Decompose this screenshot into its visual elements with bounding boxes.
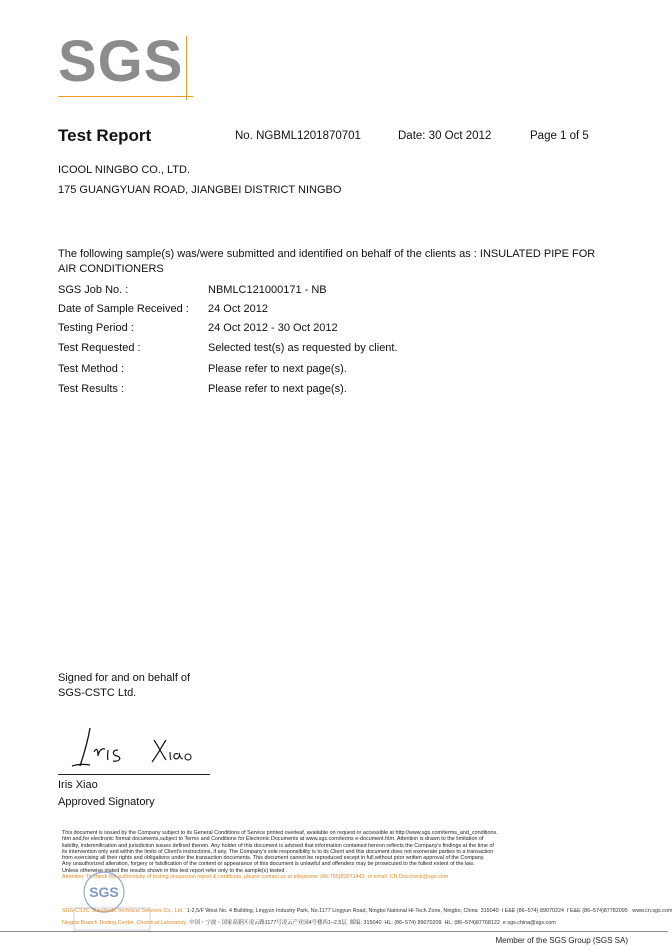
field-label-testing-period: Testing Period : — [58, 322, 134, 334]
signature-line — [58, 774, 210, 775]
branch-name: Ningbo Branch Testing Center, Chemical Laboratory — [62, 920, 187, 926]
svg-text:SGS: SGS — [89, 884, 119, 900]
branch-fax: HL: (86–574)87768122 — [444, 920, 500, 926]
fax: f E&E (86–574)87782095 — [566, 908, 628, 914]
telephone: t E&E (86–574) 89070224 — [501, 908, 564, 914]
page-number: Page 1 of 5 — [530, 130, 589, 142]
intro-line-2: AIR CONDITIONERS — [58, 263, 164, 275]
signed-on-behalf-line-2: SGS-CSTC Ltd. — [58, 687, 137, 699]
footer-row-1 — [62, 908, 672, 914]
disclaimer-line: This document is issued by the Company subject to its General Conditions of Service printed overleaf, available on request or accessible at http://www.sgs.com/terms_and_conditions. — [62, 830, 498, 836]
field-value-test-results: Please refer to next page(s). — [208, 383, 347, 395]
authenticity-notice: Attention: To check the authenticity of testing /inspection report & certificate, please contact us at telephone: (86-755)83071443, or email: CN.Doccheck@sgs.com — [62, 874, 449, 881]
company-address: 1-2,5/F West No. 4 Building, Lingyun Industry Park, No.1177 Lingyun Road, Ningbo National Hi-Tech Zone, Ningbo, China — [186, 908, 478, 914]
intro-line-1: The following sample(s) was/were submitted and identified on behalf of the clients as : INSULATED PIPE FOR — [58, 248, 596, 260]
branch-telephone: HL: (86–574) 89070209 — [384, 920, 442, 926]
signed-on-behalf-line-1: Signed for and on behalf of — [58, 672, 191, 684]
logo-text: SGS — [58, 29, 184, 94]
postal-code: 315040 — [480, 908, 499, 914]
footer-divider — [0, 931, 668, 932]
member-statement: Member of the SGS Group (SGS SA) — [495, 936, 628, 945]
disclaimer-line: from exercising all their rights and obligations under the transaction documents. This document cannot be reproduced except in full,without prior written approval of the Company. — [62, 855, 485, 862]
branch-address: 中国・宁波・国家高新区凌云路1177号凌云产业园4号楼西1–2,5层 — [189, 920, 347, 926]
logo-accent-line-vertical — [186, 36, 187, 100]
report-title: Test Report — [58, 126, 152, 145]
field-label-sample-received: Date of Sample Received : — [58, 303, 189, 315]
disclaimer-line: Unless otherwise stated the results shown in this test report refer only to the sample(s) tested . — [62, 867, 288, 874]
branch-postal-code: 邮编: 315040 — [349, 920, 382, 926]
field-value-sample-received: 24 Oct 2012 — [208, 303, 268, 315]
field-value-test-method: Please refer to next page(s). — [208, 363, 347, 375]
branch-email: e sgs.china@sgs.com — [502, 920, 556, 926]
handwritten-signature — [62, 722, 222, 772]
disclaimer-line: liability, indemnification and jurisdiction issues defined therein. Any holder of this document is advised that information contained hereon reflects the Company's findings at the time of — [62, 842, 494, 849]
field-value-testing-period: 24 Oct 2012 - 30 Oct 2012 — [208, 322, 338, 334]
company-name: SGS-CSTC Standards Technical Services Co., Ltd. — [62, 908, 184, 914]
report-number: No. NGBML1201870701 — [235, 130, 361, 142]
disclaimer-line: htm and,for electronic format documents,subject to Terms and Conditions for Electronic Documents at www.sgs.com/terms e-document.htm. Attention is drawn to the limitation of — [62, 836, 484, 843]
field-label-test-results: Test Results : — [58, 383, 125, 395]
sgs-logo — [58, 30, 200, 100]
signatory-name: Iris Xiao — [58, 779, 98, 791]
field-value-job-no: NBMLC121000171 - NB — [208, 284, 327, 296]
field-label-test-method: Test Method : — [58, 363, 125, 375]
field-value-test-requested: Selected test(s) as requested by client. — [208, 342, 398, 354]
website: www.cn.sgs.com — [632, 908, 672, 914]
report-date: Date: 30 Oct 2012 — [398, 130, 492, 142]
field-label-test-requested: Test Requested : — [58, 342, 141, 354]
disclaimer-line: its intervention only and within the limits of Client's instructions, if any. The Company's sole responsibility is to its Client and this document does not exonerate parties to a transaction — [62, 848, 494, 855]
disclaimer-line: Any unauthorized alteration, forgery or falsification of the content or appearance of this document is unlawful and offenders may be prosecuted to the fullest extent of the law. — [62, 861, 475, 868]
logo-accent-line — [58, 96, 193, 97]
client-name: ICOOL NINGBO CO., LTD. — [58, 164, 191, 176]
field-label-job-no: SGS Job No. : — [58, 284, 129, 296]
signatory-role: Approved Signatory — [58, 796, 155, 808]
footer-row-2 — [62, 918, 556, 926]
client-address: 175 GUANGYUAN ROAD, JIANGBEI DISTRICT NINGBO — [58, 184, 342, 196]
